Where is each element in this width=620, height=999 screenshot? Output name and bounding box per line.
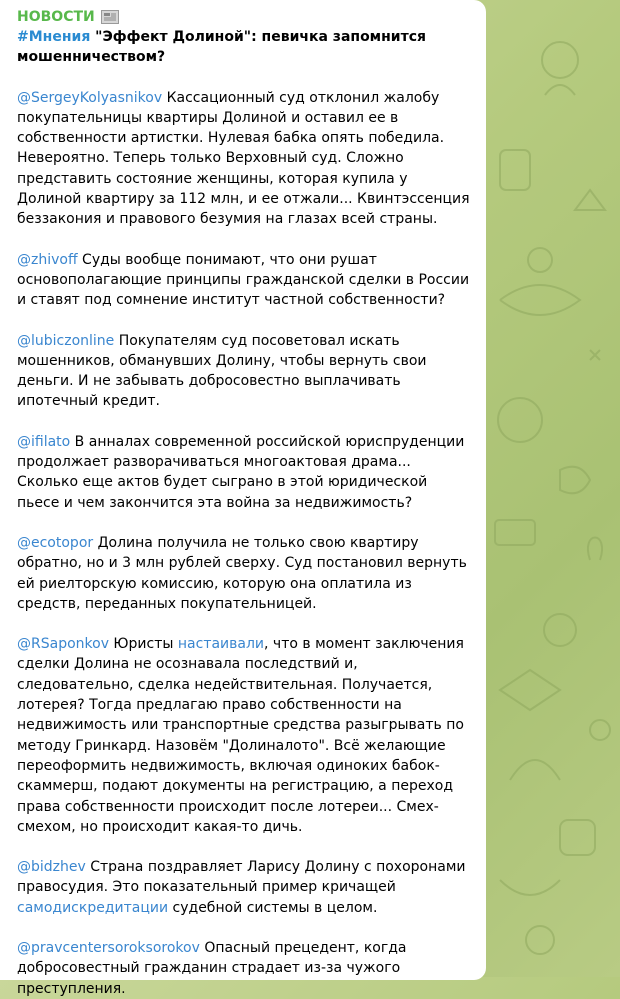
post-8 [17, 938, 474, 999]
post-text: Покупателям суд посоветовал искать мошенников, обманувших Долину, чтобы вернуть свои деньги. И не забывать добросовестно выплачивать ипотечный кредит. [17, 332, 427, 410]
post-text: Суды вообще понимают, что они рушат основополагающие принципы гражданской сделки в России и ставят под сомнение институт частной собственности? [17, 251, 470, 309]
inline-link[interactable]: самодискредитации [17, 899, 169, 916]
author-mention[interactable]: @RSaponkov [17, 636, 109, 653]
author-mention[interactable]: @zhivoff [17, 251, 78, 268]
post-2 [17, 250, 474, 311]
author-mention[interactable]: @ifilato [17, 433, 71, 450]
headline-text: "Эффект Долиной": певичка запомнится мошенничеством? [17, 29, 427, 66]
post-4 [17, 432, 474, 513]
post-text-after: , что в момент заключения сделки Долина не осознавала последствий и, следовательно, сделка недействительная. Получается, лотерея? Тогда предлагаю право собственности на недвижимость или транспортные средства разыгрывать по методу Гринкард. Назовём "Долиналото". Всё желающие переоформить недвижимость, включая одиноких бабок-скаммерш, подают документы на регистрацию, а переход права собственности происходит после лотереи... Смех-смехом, но происходит какая-то дичь. [17, 636, 464, 835]
author-mention[interactable]: @pravcentersoroksorokov [17, 939, 200, 956]
post-text: Кассационный суд отклонил жалобу покупательницы квартиры Долиной и оставил ее в собственности артистки. Нулевая бабка опять победила. Невероятно. Теперь только Верховный суд. Сложно представить состояние женщины, которая купила у Долиной квартиру за 112 млн, и ее отжали... Квинтэссенция беззакония и правового безумия на глазах всей страны. [17, 89, 470, 228]
post-text: Опасный прецедент, когда добросовестный гражданин страдает из-за чужого преступления. [17, 939, 407, 997]
author-mention[interactable]: @lubiczonline [17, 332, 115, 349]
post-5 [17, 533, 474, 614]
post-6 [17, 634, 474, 837]
headline [17, 27, 474, 68]
newspaper-icon [101, 10, 119, 24]
author-mention[interactable]: @ecotopor [17, 534, 94, 551]
channel-header[interactable] [17, 7, 474, 27]
post-1 [17, 88, 474, 230]
post-3 [17, 331, 474, 412]
author-mention[interactable]: @bidzhev [17, 859, 86, 876]
channel-name[interactable]: НОВОСТИ [17, 9, 95, 25]
inline-link[interactable]: настаивали [177, 636, 265, 653]
author-mention[interactable]: @SergeyKolyasnikov [17, 89, 163, 106]
post-text-before: Страна поздравляет Ларису Долину с похоронами правосудия. Это показательный пример кричащей [17, 859, 466, 896]
post-text-after: судебной системы в целом. [168, 899, 378, 916]
post-text: В анналах современной российской юриспруденции продолжает разворачиваться многоактовая драма... Сколько еще актов будет сыграно в этой юридической пьесе и чем закончится эта война за недвижимость? [17, 433, 465, 511]
post-text-before: Юристы [108, 636, 178, 653]
post-7 [17, 857, 474, 918]
hashtag-link[interactable]: #Мнения [17, 29, 91, 45]
post-text: Долина получила не только свою квартиру обратно, но и 3 млн рублей сверху. Суд постановил вернуть ей риелторскую комиссию, которую она оплатила из средств, переданных покупательницей. [17, 534, 467, 612]
